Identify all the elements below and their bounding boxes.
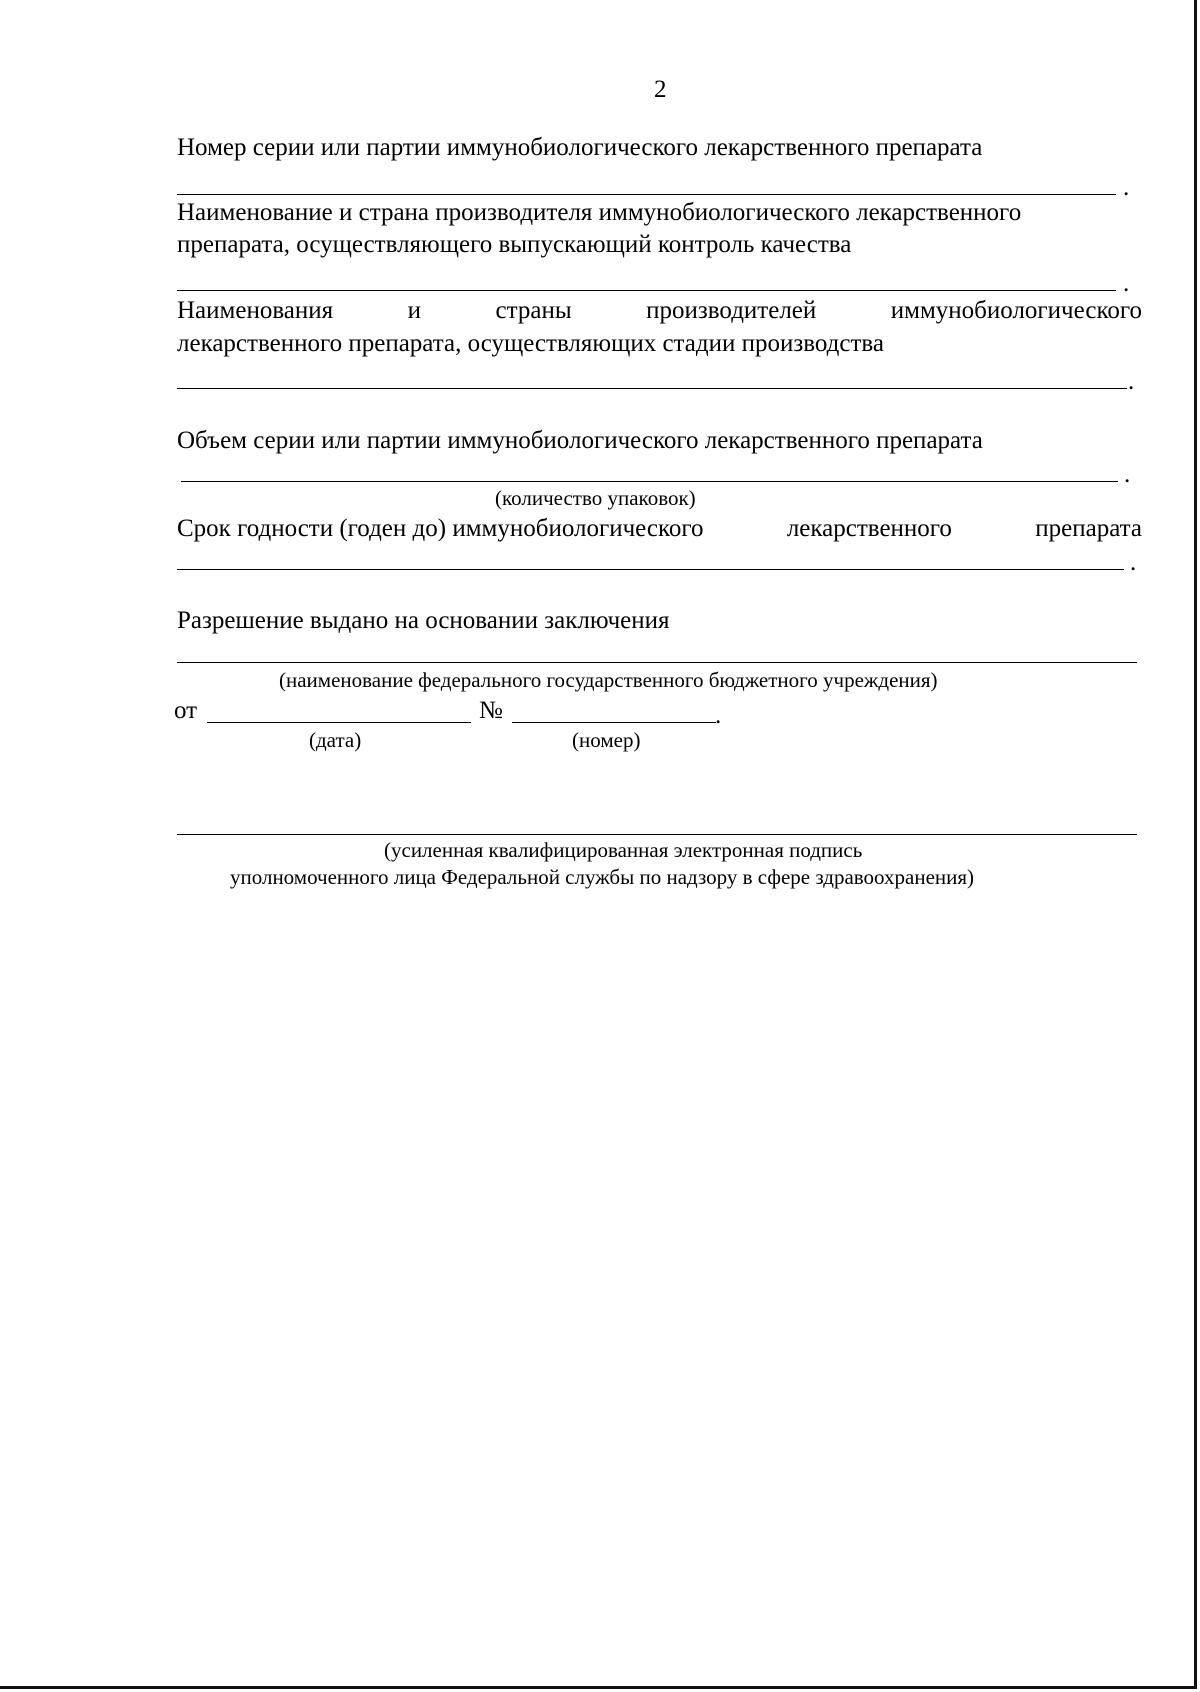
producers-label-line1 [177, 295, 1142, 327]
number-period: . [715, 702, 722, 729]
from-label: от [174, 697, 198, 724]
volume-period: . [1124, 461, 1131, 488]
expiry-label [177, 513, 1142, 545]
expiry-part: лекарственного [786, 515, 952, 542]
producers-word: Наименования [177, 297, 334, 324]
producers-label-line2: лекарственного препарата, осуществляющих стадии производства [177, 330, 884, 357]
producers-word: иммунобиологического [890, 297, 1142, 324]
producers-word: страны [495, 297, 572, 324]
manufacturer-qc-label-line1: Наименование и страна производителя иммунобиологического лекарственного [177, 199, 1022, 226]
producers-blank-line[interactable] [177, 388, 1127, 389]
expiry-period: . [1130, 549, 1137, 576]
volume-hint: (количество упаковок) [495, 486, 696, 510]
series-blank-line[interactable] [177, 194, 1116, 195]
producers-period: . [1128, 368, 1135, 395]
institution-hint: (наименование федерального государственного бюджетного учреждения) [279, 668, 938, 692]
date-hint: (дата) [309, 728, 362, 752]
institution-blank-line[interactable] [177, 662, 1137, 663]
page-number: 2 [654, 76, 667, 103]
volume-blank-line[interactable] [181, 481, 1118, 482]
number-hint: (номер) [572, 728, 641, 752]
series-label: Номер серии или партии иммунобиологического лекарственного препарата [177, 134, 983, 161]
producers-word: и [407, 297, 422, 324]
signature-hint-line1: (усиленная квалифицированная электронная подпись [384, 838, 863, 862]
manufacturer-qc-blank-line[interactable] [177, 290, 1116, 291]
date-blank-line[interactable] [207, 722, 471, 723]
signature-blank-line[interactable] [177, 834, 1137, 835]
expiry-part: Срок годности (годен до) иммунобиологического [177, 515, 704, 542]
manufacturer-qc-label-line2: препарата, осуществляющего выпускающий контроль качества [177, 231, 852, 258]
expiry-part: препарата [1035, 515, 1142, 542]
number-blank-line[interactable] [512, 722, 716, 723]
producers-word: производителей [646, 297, 817, 324]
expiry-blank-line[interactable] [177, 569, 1124, 570]
volume-label: Объем серии или партии иммунобиологического лекарственного препарата [177, 427, 983, 454]
number-sign: № [479, 697, 503, 724]
series-period: . [1123, 174, 1130, 201]
permit-label: Разрешение выдано на основании заключения [177, 607, 670, 634]
manufacturer-qc-period: . [1123, 270, 1130, 297]
signature-hint-line2: уполномоченного лица Федеральной службы по надзору в сфере здравоохранения) [230, 865, 975, 889]
